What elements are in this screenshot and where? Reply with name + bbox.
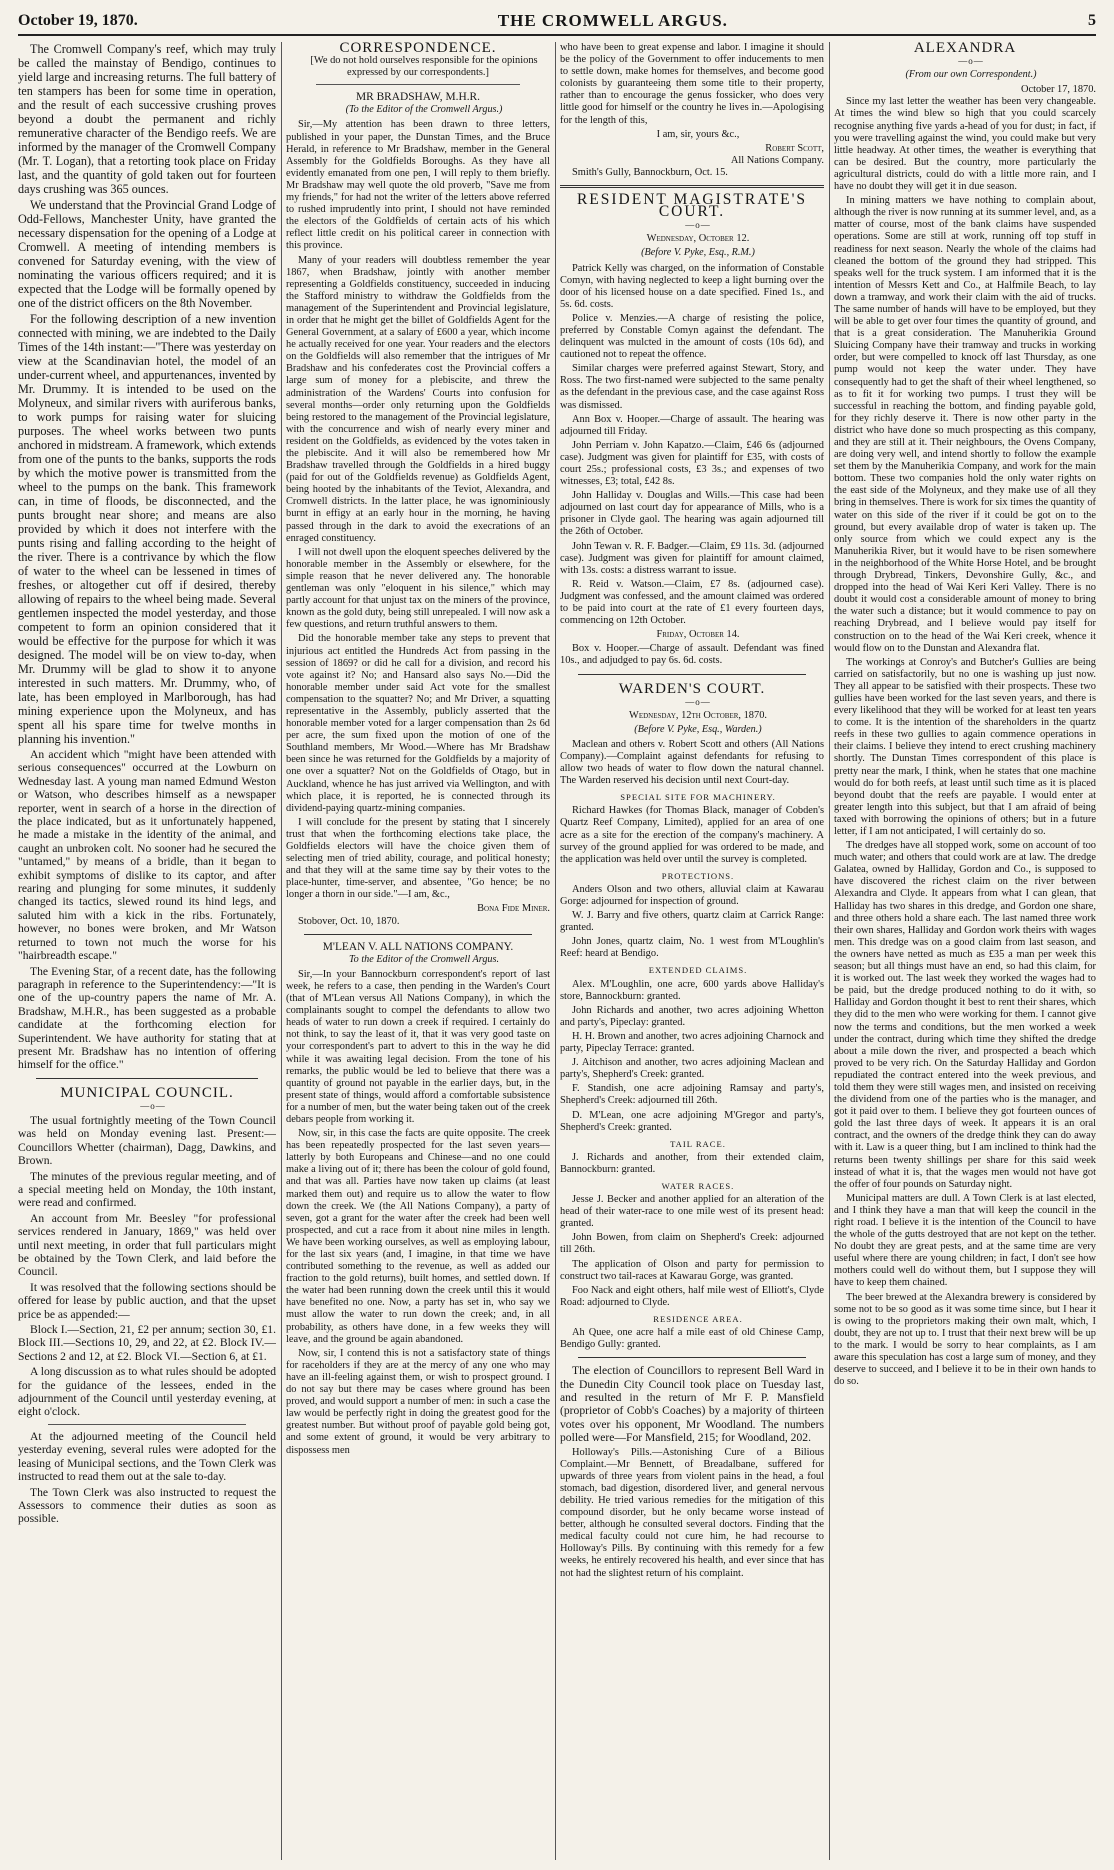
court-report: Maclean and others v. Robert Scott and others (All Nations Company).—Complaint against defendants for refusing to allow two heads of water to flow down the natural channel. The Warden reserved his decision until next Court-day. — [560, 738, 824, 787]
news-paragraph: The election of Councillors to represent Bell Ward in the Dunedin City Council took place on Tuesday last, and resulted in the return of Mr F. P. Mansfield (proprietor of Cobb's Coaches) by a majority of thirteen votes over his opponent, Mr Woodland. The numbers polled were—For Mansfield, 215; for Woodland, 202. — [560, 1364, 824, 1445]
letter-paragraph: I will not dwell upon the eloquent speeches delivered by the honorable member in the Assembly or elsewhere, for the simple reason that he never delivered any. The honorable gentleman was only "eloquent in his silence," which may partly account for that unjust tax on the miners of the province, known as the gold duty, being still unrepealed. I will now ask a few questions, and return truthful answers to them. — [286, 546, 550, 631]
column-rule — [281, 42, 282, 1860]
disclaimer: [We do not hold ourselves responsible for the opinions expressed by our correspondents.] — [310, 55, 538, 79]
news-paragraph: At the adjourned meeting of the Council held yesterday evening, several rules were adopted for the leasing of Municipal sections, and the Town Clerk was instructed to read them out at the sale to-day. — [18, 1429, 276, 1484]
news-paragraph: Municipal matters are dull. A Town Clerk is at last elected, and I think they have a man that will keep the council in the right road. I believe it is the intention of the Council to have the whole of the gutts destroyed that are not kept on the tether. No doubt they are great pests, and at the same time are very useful where there are young children; in fact, I don't see how mothers could well do without them, but I suppose they will have to keep them chained. — [834, 1192, 1096, 1289]
dateline: October 17, 1870. — [1020, 84, 1096, 96]
court-report: John Halliday v. Douglas and Wills.—This case had been adjourned on last court day for appearance of Mills, who is a prisoner in Clyde gaol. The hearing was again adjourned till the 26th of October. — [560, 490, 824, 538]
court-report: Foo Nack and eight others, half mile west of Elliott's, Clyde Road: adjourned to Clyde. — [560, 1284, 824, 1308]
column-1 — [18, 42, 276, 1864]
court-report: J. Aitchison and another, two acres adjoining Maclean and party's, Shepherd's Creek: granted. — [560, 1057, 824, 1081]
correspondent-note: (From our own Correspondent.) — [905, 69, 1037, 81]
letter-signature: All Nations Company. — [730, 154, 824, 166]
court-report: Jesse J. Becker and another applied for an alteration of the head of their water-race to one mile west of its present head: granted. — [560, 1194, 824, 1230]
letter-paragraph: Now, sir, in this case the facts are quite opposite. The creek has been repeatedly prospected for the last seven years—latterly by both Europeans and Chinese—and no one could make a living out of it; there has been the colour of gold found, and that was all. Parties have now taken up claims (at least marked them out) and require us to allow the water to flow down the creek. We (the All Nations Company), a party of seven, got a grant for the water after the creek had been well prospected, and cut a race from it about nine miles in length. We have been working ourselves, as well as employing labour, for the last six years (and, I imagine, in that time we have contributed something to the revenue, as well as added our fraction to the gold returns), built homes, and settled down. If the water had been running down the creek until this it would have benefited no one. Now, a party has set in, who say we must allow the water to run down the creek; and, in all probability, as others have done, in a few weeks they will leave, and the ground be again abandoned. — [286, 1128, 550, 1345]
news-paragraph: Block I.—Section, 21, £2 per annum; section 30, £1. Block III.—Sections 10, 29, and 22, at £2. Block IV.—Sections 2 and 12, at £2. Block VI.—Section 6, at £1. — [18, 1323, 276, 1363]
court-report: Anders Olson and two others, alluvial claim at Kawarau Gorge: adjourned for inspection of ground. — [560, 883, 824, 907]
letter-place: Stobover, Oct. 10, 1870. — [298, 915, 400, 927]
letter-heading: MR BRADSHAW, M.H.R. — [356, 91, 480, 104]
letter-address: To the Editor of the Cromwell Argus. — [348, 953, 500, 965]
court-date: Friday, October 14. — [656, 629, 740, 641]
heading-ornament: —o— — [685, 220, 711, 231]
heading-ornament: —o— — [685, 696, 711, 707]
news-paragraph: Since my last letter the weather has been very changeable. At times the wind blew so high that you could scarcely recognise anything five yards a-head of you for dust; in fact, if you were travelling against the wind, you could make but very little headway. At other times, the weather is everything that can be desired. But the country, more particularly the agricultural districts, could do with a little more rain, and I have no doubt they will get it in due season. — [834, 96, 1096, 193]
letter-heading: M'LEAN V. ALL NATIONS COMPANY. — [322, 940, 514, 953]
section-divider — [316, 84, 520, 85]
court-judge: (Before V. Pyke, Esq., Warden.) — [634, 723, 762, 735]
news-paragraph: The beer brewed at the Alexandra brewery is considered by some not to be so good as it was some time since, but I hear it is owing to the proprietors making their own malt, which, I doubt, they are not up to. I trust that their next brew will be up to the mark. I would be sorry to hear complaints, as I am aware this speculation has cost a large sum of money, and they deserve to succeed, and I believe it to be in their own hands to do so. — [834, 1291, 1096, 1388]
court-report: John Tewan v. R. F. Badger.—Claim, £9 11s. 3d. (adjourned case). Judgment was given for plaintiff for amount claimed, with 13s. costs: a distress warrant to issue. — [560, 540, 824, 576]
court-report: Ah Quee, one acre half a mile east of old Chinese Camp, Bendigo Gully: granted. — [560, 1327, 824, 1351]
subheading: SPECIAL SITE FOR MACHINERY. — [620, 792, 776, 803]
letter-signature: Bona Fide Miner. — [477, 903, 550, 915]
news-paragraph: The Cromwell Company's reef, which may truly be called the mainstay of Bendigo, continues to yield large and increasing returns. The full battery of ten stampers has been for some time in operation, and the result of each successive crushing proves beyond a doubt the permanent and richly remunerative character of the Bendigo reefs. We are informed by the manager of the Cromwell Company (Mr. T. Logan), that a retorting took place on Friday last, and the quantity of gold taken out for fourteen days crushing was 365 ounces. — [18, 42, 276, 196]
section-divider — [304, 934, 532, 935]
subheading: WATER RACES. — [661, 1180, 735, 1191]
news-paragraph: An accident which "might have been attended with serious consequences" occurred at the Lowburn on Wednesday last. A young man named Edmund Weston or Watson, who describes himself as a newspaper reporter, went in search of a horse in the direction of the place indicated, but as it unfortunately happened, he made a mistake in the identity of the animal, and caught an unbroken colt. No sooner had he secured the "untamed," by means of a bridle, than it began to exhibit symptoms of dislike to its captor, and after rearing and plunging for some minutes, it suddenly changed its tactics, slewed round its hind legs, and saluted him with a kick in the ribs. Fortunately, however, no bones were broken, and Mr Watson returned to town not much the worse for his "hairbreadth escape." — [18, 748, 276, 963]
section-heading: WARDEN'S COURT. — [618, 680, 766, 697]
court-report: John Jones, quartz claim, No. 1 west from M'Loughlin's Reef: heard at Bendigo. — [560, 936, 824, 960]
letter-paragraph: I will conclude for the present by stating that I sincerely trust that when the forthcoming elections take place, the Goldfields electors will have the choice given them of selecting men of tried ability, courage, and political honesty; and that they will at the same time say by their votes to the place-hunter, time-server, and absentee, "Go hence; be no longer a thorn in our side."—I am, &c., — [286, 816, 550, 901]
news-paragraph: The dredges have all stopped work, some on account of too much water; and others that could work are at law. The dredge Galatea, owned by Halliday, Gordon and Co., is supposed to have discovered the richest claim on the river between Alexandra and Clyde. It appears from what I can glean, that Halliday has two shares in this dredge, and Gordon one share, and three others hold a share each. The last named three work their own shares, Halliday and Gordon work theirs with wages men. This dredge was on a good claim from last season, and the owners have netted as much as £35 a man per week this season; but all things must have an end, so had this claim, for it is worked out. The last week they worked the wages had to be paid, but the dredge produced nothing to do it with, so Halliday and Gordon thought it best to rent their shares, which they did to the men who were working for them. I cannot give now the terms and conditions, but the men worked a week under the contract, during which time they shifted the dredge about a mile down the river, and prospected a beach which proved to be very rich. On the Saturday Halliday and Gordon repudiated the contract entered into the week previous, and told them they were still wages men, and insisted on receiving the dividend from one of the parties who is the manager, and got it paid over to them. I believe they got fourteen ounces of gold the last three days of week. It appears it is an oral contract, and the owners of the dredge think they can do away with it. Law is a queer thing, but I am inclined to think had the returns been twenty shillings per share for this said week instead of what it is, that the wages men would not have got the offer of four pounds on Saturday night. — [834, 840, 1096, 1190]
column-2 — [286, 42, 550, 1864]
letter-closing: I am, sir, yours &c., — [656, 128, 740, 140]
court-report: Ann Box v. Hooper.—Charge of assault. The hearing was adjourned till Friday. — [560, 413, 824, 437]
heading-ornament: —o— — [140, 1100, 166, 1111]
section-divider — [48, 1424, 246, 1425]
news-paragraph: The Town Clerk was also instructed to request the Assessors to commence their duties as soon as possible. — [18, 1485, 276, 1526]
news-paragraph: The workings at Conroy's and Butcher's Gullies are being carried on satisfactorily, but no one is washing up just now. They all appear to be satisfied with their prospects. These two gullies have been worked for the last seven years, and there is every likelihood that they will be worked for at least ten years to come. It is the intention of the shareholders in the quartz reefs in these two gullies to again commence operations in their claims. I believe they intend to erect crushing machinery shortly. The Dunstan Times correspondent of this place is pretty near the mark, I think, when he states that one machine would do for both reefs, at least until such time as it is placed beyond doubt that the reefs are payable. I would enter at greater length into this subject, but that I am afraid of being taxed with borrowing the opinions of others; but in a future letter, if I am not anticipated, I will certainly do so. — [834, 656, 1096, 837]
news-paragraph: An account from Mr. Beesley "for professional services rendered in January, 1869," was held over until next meeting, in order that full particulars might be obtained by the Town Clerk, and laid before the Council. — [18, 1211, 276, 1279]
letter-paragraph: Sir,—In your Bannockburn correspondent's report of last week, he refers to a case, then pending in the Warden's Court (that of M'Lean versus All Nations Company), in which the complainants sought to compel the defendants to allow two heads of water to run down a creek if required. I certainly do not think, to say the least of it, that it was very good taste on your correspondent's part to advert to this in the way he did while it was awaiting legal decision. From the tone of his remarks, the public would be led to believe that there was a quantity of ground not payable in the earlier days, but, in the present state of things, would afford a comfortable subsistence for a number of men, but the water being taken out of the creek debars people from working it. — [286, 968, 550, 1125]
court-report: John Perriam v. John Kapatzo.—Claim, £46 6s (adjourned case). Judgment was given for plaintiff for £35, with costs of court 25s.; professional costs, £3 3s.; and expenses of two witnesses, £3; total, £42 8s. — [560, 439, 824, 488]
news-paragraph: We understand that the Provincial Grand Lodge of Odd-Fellows, Manchester Unity, have granted the necessary dispensation for the opening of a Lodge at Cromwell. A meeting of intending members is convened for Saturday evening, with the view of nominating the various officers required; and it is expected that the Lodge will be formally opened by one of the district officers on the 8th November. — [18, 198, 276, 310]
court-report: Richard Hawkes (for Thomas Black, manager of Cobden's Quartz Reef Company, Limited), applied for an area of one acre as a site for the erection of the company's machinery. A survey of the ground applied for was ordered to be made, and the application was held over until the survey is completed. — [560, 805, 824, 865]
subheading: RESIDENCE AREA. — [653, 1313, 743, 1324]
column-rule — [829, 42, 830, 1860]
news-paragraph: The Evening Star, of a recent date, has the following paragraph in reference to the Superintendency:—"It is one of the up-country papers the name of Mr. A. Bradshaw, M.H.R., has been suggested as a probable candidate at the forthcoming election for Superintendent. We have authority for stating that at present Mr. Bradshaw has no intention of offering himself for the office." — [18, 964, 276, 1072]
court-report: F. Standish, one acre adjoining Ramsay and party's, Shepherd's Creek: adjourned till 26th. — [560, 1083, 824, 1107]
news-paragraph: In mining matters we have nothing to complain about, although the river is now running at its summer level, and, as a matter of course, most of the bank claims have suspended operations. Some are still at work, running off top stuff in readiness for next season. Nearly the whole of the claims had cleaned the bottom of the ground they had stripped. This speaks well for the truck system. I am informed that it is the intention of Messrs Kett and Co., at Halfmile Beach, to lay down a tramway, and work their claim with the aid of trucks. The same number of hands will have to be employed, but they will be able to get over four times the quantity of ground, and that is a great consideration. The Manuherikia Ground Sluicing Company have their tramway and trucks in working order, but were compelled to knock off last Thursday, as one pump would not keep the water under. They have consequently had to get the shaft of their wheel lengthened, so as to fit it for working two pumps. I trust they will be successful in reaching the bottom, and finding payable gold, for they richly deserve it. There is now other party in the district who have done so much prospecting as this company, and they are still at it. Their neighbours, the Ovens Company, are doing very well, and intend shortly to follow the example set them by the Manuherikia Company, and work for the main bottom. These two companies hold the only water rights on the east side of the Molyneux, and they make use of all they bring in themselves. There is work for six times the quantity of water on this side of the river if it could be got on to the ground, but every available drop of water is taken up. The only source from which we could expect any is the Manuherikia River, but it would have to be risen somewhere in the neighborhood of the White Horse Hotel, and be brought through Drybread, Tinkers, Devonshire Gully, &c., and dropped into the head of Wai Keri Keri Valley. There is no doubt it would cost a considerable amount of money to bring the water such a distance; but it would commence to pay on reaching Drybread, and I believe would pay itself for construction on to the head of the Wai Keri creek, whence it would flow on to the Dunstan and Alexandra flat. — [834, 195, 1096, 654]
letter-paragraph: Now, sir, I contend this is not a satisfactory state of things for raceholders if they are at the mercy of any one who may have an ill-feeling against them, or wish to prospect ground. I do not say but there may be cases where ground has been proved, and would support a number of men: in such a case the law would be perfectly right in doing the greatest good for the greatest number. But without proof of payable gold being got, and some extent of ground, it would be very arbitrary to dispossess men — [286, 1347, 550, 1456]
court-report: H. H. Brown and another, two acres adjoining Charnock and party, Pipeclay Terrace: granted. — [560, 1030, 824, 1055]
section-divider — [36, 1078, 258, 1079]
news-paragraph: For the following description of a new invention connected with mining, we are indebted to the Daily Times of the 14th instant:—"There was yesterday on view at the Scandinavian hotel, the model of an under-current wheel, and appurtenances, invented by Mr. Drummy. It is intended to be used on the Molyneux, and similar rivers with auriferous banks, to work pumps for raising water for sluicing purposes. The wheel works between two punts anchored in midstream. A framework, which extends from one of the punts to the banks, supports the rods by which the motive power is transmitted from the wheel to the pumps on the bank. This framework can, in time of floods, be disconnected, and the punts brought near shore; and means are also provided by which it does not interfere with the punts rising and falling according to the height of the river. There is a contrivance by which the flow of water to the wheel can be lessened in times of freshes, or altogether cut off if desired, thereby allowing of repairs to the wheel being made. Several gentlemen inspected the model yesterday, and those competent to form an opinion considered that it would be effective for the purpose for which it was designed. The model will be on view to-day, when Mr. Drummy will be glad to show it to anyone interested in such matters. Mr. Drummy, who, of late, has been employed in Marlborough, has had mining experience upon the Molyneux, and has spent all his spare time for twelve months in planning his invention." — [18, 312, 276, 746]
page-number: 5 — [1088, 12, 1096, 29]
court-report: Patrick Kelly was charged, on the information of Constable Comyn, with having neglected to keep a light burning over the door of his licensed house on a date specified. Fined 1s., and 5s. 6d. costs. — [560, 262, 824, 310]
court-report: J. Richards and another, from their extended claim, Bannockburn: granted. — [560, 1151, 824, 1175]
section-heading: ALEXANDRA — [913, 42, 1017, 56]
court-date: Wednesday, October 12. — [646, 233, 750, 245]
column-3 — [560, 42, 824, 1864]
column-rule — [555, 42, 556, 1860]
section-divider — [578, 674, 806, 675]
letter-paragraph: Sir,—My attention has been drawn to three letters, published in your paper, the Dunstan Times, and the Bruce Herald, in reference to Mr Bradshaw, member in the General Assembly for the Goldfields Boroughs. As they have all evidently emanated from one pen, I will reply to them briefly. Mr Bradshaw may well quote the old proverb, "Save me from my friends," for had not the writer of the letters above referred to rushed imprudently into print, I should not have reminded the electors of the Goldfields of certain acts of his which reflect little credit on his political career in connection with this province. — [286, 119, 550, 252]
letter-paragraph: Many of your readers will doubtless remember the year 1867, when Bradshaw, jointly with another member representing a Goldfields constituency, succeeded in inducing the Stafford ministry to withdraw the Goldfields from the management of the Superintendent and Provincial legislature, in order that he might get the billet of Goldfields Agent for the General Government, at a salary of £600 a year, which income he actually received for one year. Your readers and the electors on the Goldfields will also remember that the intrigues of Mr Bradshaw and his confederates cost the Provincial coffers a large sum of money for a plebiscite, and threw the administration of the Wardens' Courts into confusion for several months—order only returning upon the Goldfields being restored to the management of the Provincial legislature, with the concurrence and wish of nearly every miner and resident on the Goldfields, as evidenced by the votes taken in the plebiscite. And it will also be remembered how Mr Bradshaw travelled through the Goldfields in a hired buggy (paid for out of the Goldfields revenue) as Goldfields Agent, being hooted by the inhabitants of the Teviot, Alexandra, and Cromwell districts. In the latter place, he was ignominiously burnt in effigy at an early hour in the morning, he having passed through in the dark to avoid the execrations of an enraged constituency. — [286, 254, 550, 544]
news-paragraph: A long discussion as to what rules should be adopted for the guidance of the lessees, ended in the adjournment of the Council until yesterday evening, at eight o'clock. — [18, 1365, 276, 1419]
letter-address: (To the Editor of the Cromwell Argus.) — [345, 104, 503, 116]
subheading: TAIL RACE. — [670, 1138, 726, 1149]
court-report: Similar charges were preferred against Stewart, Story, and Ross. The two first-named were subjected to the same penalty as the defendant in the previous case, and the case against Ross was dismissed. — [560, 363, 824, 411]
court-report: R. Reid v. Watson.—Claim, £7 8s. (adjourned case). Judgment was confessed, and the amount claimed was ordered to be paid into court at the rate of £1 every fourteen days, commencing on 12th October. — [560, 578, 824, 627]
heading-ornament: —o— — [958, 56, 984, 67]
news-paragraph: It was resolved that the following sections should be offered for lease by public auction, and that the upset price be as appended:— — [18, 1280, 276, 1321]
section-heading: MUNICIPAL COUNCIL. — [60, 1084, 234, 1101]
court-report: D. M'Lean, one acre adjoining M'Gregor and party's, Shepherd's Creek: granted. — [560, 1109, 824, 1133]
court-report: John Richards and another, two acres adjoining Whetton and party's, Pipeclay: granted. — [560, 1004, 824, 1028]
court-report: Alex. M'Loughlin, one acre, 600 yards above Halliday's store, Bannockburn: granted. — [560, 978, 824, 1002]
column-4 — [834, 42, 1096, 1864]
court-report: Police v. Menzies.—A charge of resisting the police, preferred by Constable Comyn against the defendant. The delinquent was mulcted in the amount of costs (10s 6d), and cautioned not to repeat the offence. — [560, 312, 824, 361]
letter-place: Smith's Gully, Bannockburn, Oct. 15. — [572, 166, 728, 178]
letter-paragraph: Did the honorable member take any steps to prevent that injurious act entitled the Hundreds Act from passing in the session of 1869? or did he call for a division, and record his vote against it? No; and Hansard also says No.—Did the honorable member under said Act vote for the smallest compensation to the squatter? No; and Mr Driver, a squatting representative in the Assembly, publicly asserted that the honorable member voted for a larger compensation than 2s 6d per acre, the sum fixed upon the motion of one of the Southland members, Mr Wood.—Where has Mr Bradshaw been since he was returned for the Goldfields by a majority of one over a squatter? Not on the Goldfields of Otago, but in Auckland, whence he has just arrived via Wellington, and with which place, it is reported, he is connected through its dividend-paying quartz-mining companies. — [286, 633, 550, 814]
court-report: Box v. Hooper.—Charge of assault. Defendant was fined 10s., and adjudged to pay 6s. 6d. costs. — [560, 643, 824, 667]
section-divider — [578, 1357, 806, 1358]
section-heading: CORRESPONDENCE. — [339, 42, 497, 56]
court-date: Wednesday, 12th October, 1870. — [629, 709, 767, 721]
court-judge: (Before V. Pyke, Esq., R.M.) — [641, 247, 755, 259]
news-paragraph: The minutes of the previous regular meeting, and of a special meeting held on Monday, the 10th instant, were read and confirmed. — [18, 1169, 276, 1210]
news-paragraph: The usual fortnightly meeting of the Town Council was held on Monday evening last. Present:—Councillors Whetter (chairman), Dagg, Dawkins, and Brown. — [18, 1113, 276, 1168]
issue-date: October 19, 1870. — [18, 12, 138, 29]
court-report: The application of Olson and party for permission to construct two tail-races at Kawarau Gorge, was granted. — [560, 1258, 824, 1282]
court-report: John Bowen, from claim on Shepherd's Creek: adjourned till 26th. — [560, 1232, 824, 1256]
newspaper-title: THE CROMWELL ARGUS. — [497, 11, 728, 30]
section-heading: RESIDENT MAGISTRATE'S COURT. — [576, 191, 808, 221]
letter-signature: Robert Scott, — [765, 142, 824, 154]
section-divider — [560, 185, 824, 188]
subheading: PROTECTIONS. — [661, 870, 735, 881]
court-report: W. J. Barry and five others, quartz claim at Carrick Range: granted. — [560, 910, 824, 934]
subheading: EXTENDED CLAIMS. — [648, 965, 748, 976]
letter-paragraph: who have been to great expense and labor. I imagine it should be the policy of the Government to offer inducements to men to settle down, make homes for themselves, and become good colonists by guaranteeing them some title to their property, rather than to encourage the genus fossicker, who does very little good for himself or the country he lives in.—Apologising for the length of this, — [560, 42, 824, 126]
masthead — [18, 8, 1096, 36]
advertisement-paragraph: Holloway's Pills.—Astonishing Cure of a Bilious Complaint.—Mr Bennett, of Breadalbane, suffered for upwards of three years from violent pains in the head, a foul stomach, bad digestion, disordered liver, and general nervous debility. He tried various remedies for the mitigation of this compound disorder, but he only became worse instead of better, although he consulted several doctors. Finding that the medical faculty could not cure him, he had recourse to Holloway's Pills. By continuing with this remedy for a few weeks, he entirely recovered his health, and ever since that has not had the slightest return of his complaint. — [560, 1446, 824, 1579]
